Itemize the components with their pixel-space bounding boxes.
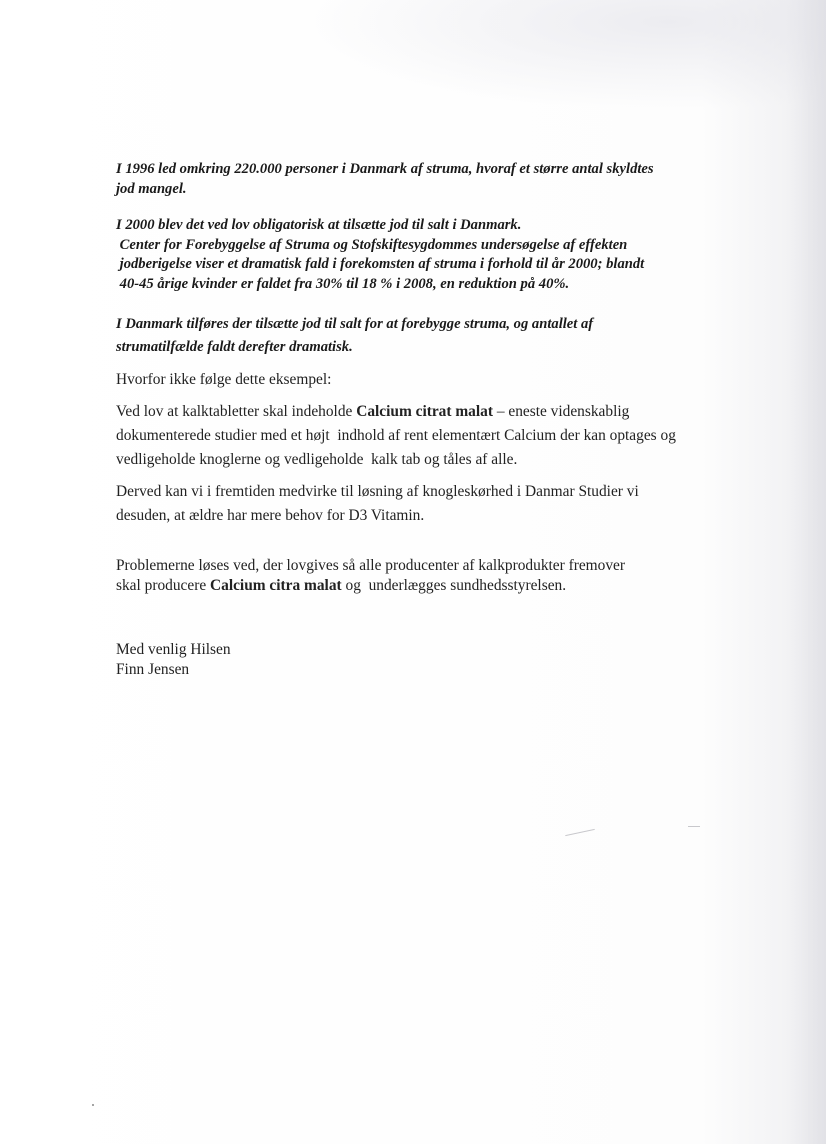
paragraph-danmark-jod — [116, 313, 736, 359]
text-line — [116, 576, 736, 596]
paragraph-ved-lov — [116, 400, 756, 472]
closing-signature — [116, 640, 736, 680]
scan-shadow-right — [786, 0, 826, 1144]
bold-term-calcium-citrat-malat: Calcium citrat malat — [356, 403, 493, 420]
text-segment: – eneste videnskablig — [492, 403, 630, 420]
text-line: dokumenterede studier med et højt indhold af rent elementært Calcium der kan optages og — [116, 427, 676, 444]
text-line: strumatilfælde faldt derefter dramatisk. — [116, 339, 353, 355]
scan-shadow-top — [300, 0, 826, 110]
scan-speck — [92, 1104, 94, 1106]
paragraph-jod-2000 — [116, 216, 736, 294]
text-segment: og underlægges sundhedsstyrelsen. — [341, 577, 567, 594]
text-line: Center for Forebyggelse af Struma og Stofskiftesygdommes undersøgelse af effekten — [116, 236, 628, 253]
paragraph-problemerne — [116, 556, 736, 596]
paragraph-struma-1996 — [116, 160, 736, 199]
paragraph-hvorfor — [116, 368, 736, 392]
text-line: vedligeholde knoglerne og vedligeholde kalk tab og tåles af alle. — [116, 451, 518, 468]
text-line: Derved kan vi i fremtiden medvirke til løsning af knogleskørhed i Danmar Studier vi — [116, 483, 639, 500]
text-line: desuden, at ældre har mere behov for D3 Vitamin. — [116, 507, 425, 524]
text-line: jod mangel. — [116, 180, 187, 197]
text-line — [116, 400, 756, 424]
text-segment: Ved lov at kalktabletter skal indeholde — [116, 403, 357, 420]
text-line: Problemerne løses ved, der lovgives så alle producenter af kalkprodukter fremover — [116, 557, 625, 574]
scan-mark — [688, 826, 700, 827]
paragraph-derved — [116, 480, 736, 528]
scan-mark — [565, 829, 595, 836]
bold-term-calcium-citra-malat: Calcium citra malat — [210, 577, 342, 594]
text-line: I Danmark tilføres der tilsætte jod til salt for at forebygge struma, og antallet af — [116, 316, 594, 332]
text-line: I 2000 blev det ved lov obligatorisk at tilsætte jod til salt i Danmark. — [116, 217, 522, 233]
signature-name: Finn Jensen — [116, 661, 190, 678]
text-segment: skal producere — [116, 577, 211, 594]
closing-greeting: Med venlig Hilsen — [116, 641, 231, 658]
text-line: I 1996 led omkring 220.000 personer i Danmark af struma, hvoraf et større antal skyldtes — [116, 161, 654, 177]
text-line: 40-45 årige kvinder er faldet fra 30% til 18 % i 2008, en reduktion på 40%. — [116, 275, 570, 292]
text-line: jodberigelse viser et dramatisk fald i forekomsten af struma i forhold til år 2000; blandt — [116, 256, 645, 272]
text-line: Hvorfor ikke følge dette eksempel: — [116, 371, 332, 388]
